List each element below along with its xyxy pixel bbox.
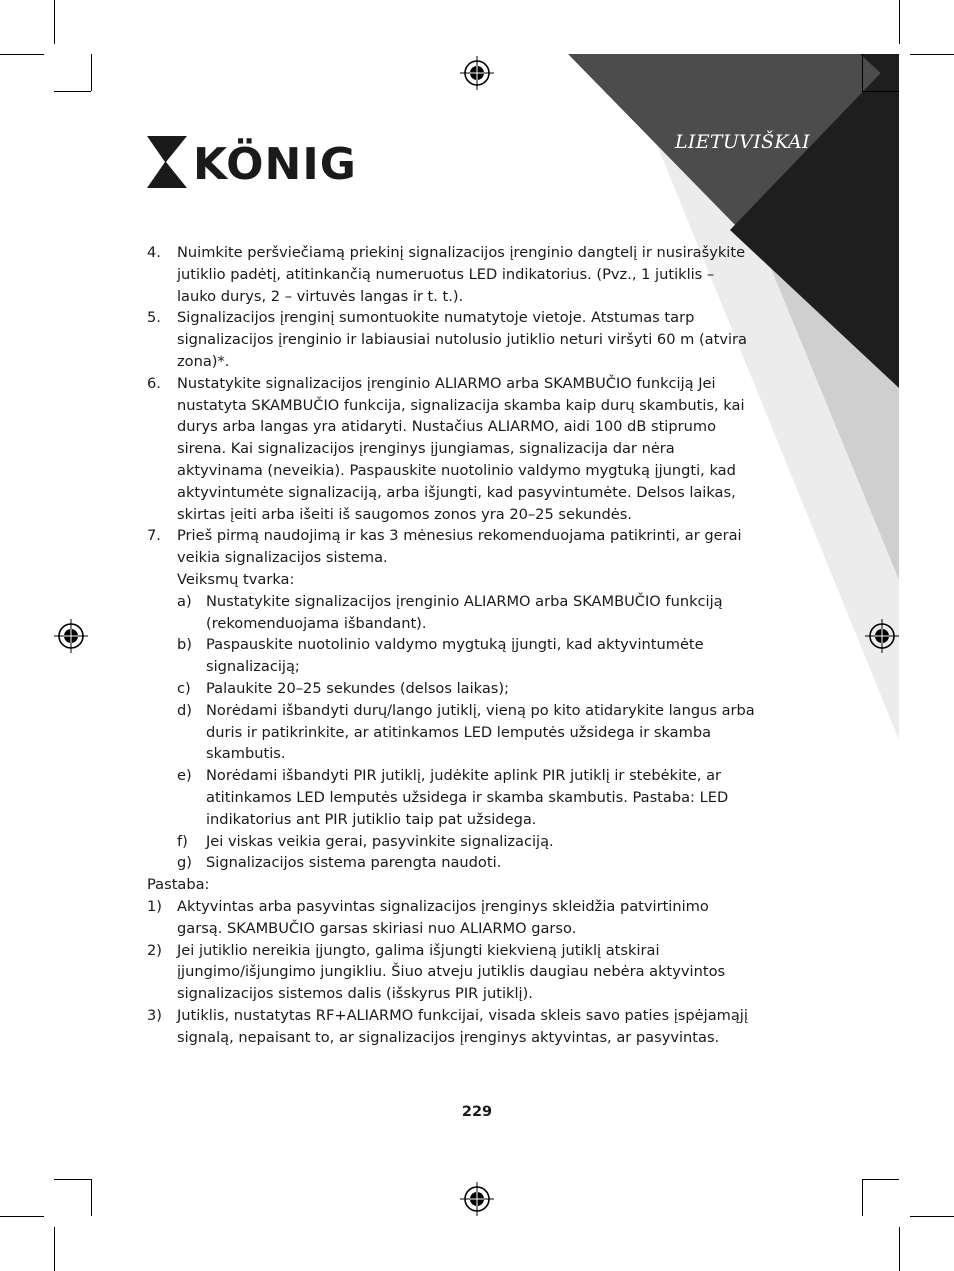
crop-mark	[862, 54, 863, 91]
substep-item	[177, 678, 757, 700]
substep-letter: b)	[177, 636, 192, 654]
substep-text: Jei viskas veikia gerai, pasyvinkite signalizaciją.	[206, 832, 554, 850]
crop-mark	[54, 1227, 55, 1271]
step-item	[147, 373, 757, 526]
substep-text: Nustatykite signalizacijos įrenginio ALIARMO arba SKAMBUČIO funkciją (rekomenduojama išbandant).	[206, 592, 723, 632]
substep-text: Signalizacijos sistema parengta naudoti.	[206, 854, 502, 872]
step-number: 5.	[147, 309, 161, 327]
crop-mark	[862, 91, 899, 92]
registration-mark-icon	[460, 56, 494, 90]
substep-letter: e)	[177, 767, 192, 785]
substep-item	[177, 765, 757, 830]
note-item	[147, 1005, 757, 1049]
substep-text: Palaukite 20–25 sekundes (delsos laikas);	[206, 679, 509, 697]
crop-mark	[0, 54, 44, 55]
note-number: 3)	[147, 1006, 162, 1024]
crop-mark	[91, 54, 92, 91]
step-item	[147, 307, 757, 372]
note-item	[147, 896, 757, 940]
substep-text: Norėdami išbandyti PIR jutiklį, judėkite aplink PIR jutiklį ir stebėkite, ar atitinkamos LED lemputės užsidega ir skamba skambutis. Pastaba: LED indikatorius ant PIR jutiklio taip pat užsidega.	[206, 767, 729, 828]
logo-k-mark	[147, 136, 187, 188]
substep-text: Paspauskite nuotolinio valdymo mygtuką įjungti, kad aktyvintumėte signalizaciją;	[206, 636, 704, 676]
substep-letter: f)	[177, 832, 188, 850]
page-number: 229	[461, 1104, 493, 1120]
registration-mark-icon	[865, 619, 899, 653]
crop-mark	[54, 0, 55, 44]
substep-item	[177, 831, 757, 853]
crop-mark	[862, 1179, 899, 1180]
substep-letter: c)	[177, 679, 191, 697]
crop-mark	[910, 54, 954, 55]
substep-item	[177, 591, 757, 635]
registration-mark-icon	[460, 1182, 494, 1216]
note-text: Jei jutiklio nereikia įjungto, galima išjungti kiekvieną jutiklį atskirai įjungimo/išjungimo jungikliu. Šiuo atveju jutiklis daugiau nebėra aktyvintos signalizacijos sistemos dalis (išskyrus PIR jutiklį).	[177, 941, 726, 1003]
substep-letter: a)	[177, 592, 192, 610]
crop-mark	[899, 1227, 900, 1271]
logo-wordmark: KÖNIG	[193, 139, 357, 190]
note-number: 2)	[147, 941, 162, 959]
crop-mark	[54, 1179, 91, 1180]
step-number: 6.	[147, 374, 161, 392]
step-item	[147, 525, 757, 569]
step-text: Signalizacijos įrenginį sumontuokite numatytoje vietoje. Atstumas tarp signalizacijos įrenginio ir labiausiai nutolusio jutiklio neturi viršyti 60 m (atvira zona)*.	[177, 309, 747, 370]
crop-mark	[910, 1216, 954, 1217]
procedure-label: Veiksmų tvarka:	[177, 570, 295, 588]
crop-mark	[91, 1179, 92, 1216]
note-text: Aktyvintas arba pasyvintas signalizacijos įrenginys skleidžia patvirtinimo garsą. SKAMBUČIO garsas skiriasi nuo ALIARMO garso.	[177, 897, 709, 937]
step-text: Prieš pirmą naudojimą ir kas 3 mėnesius rekomenduojama patikrinti, ar gerai veikia signalizacijos sistema.	[177, 527, 742, 567]
note-number: 1)	[147, 897, 162, 915]
substep-item	[177, 700, 757, 765]
step-item	[147, 242, 757, 307]
crop-mark	[0, 1216, 44, 1217]
step-text: Nustatykite signalizacijos įrenginio ALIARMO arba SKAMBUČIO funkciją Jei nustatyta SKAMBUČIO funkcija, signalizacija skamba kaip durų skambutis, kai durys arba langas yra atidaryti. Nustačius ALIARMO, aidi 100 dB stiprumo sirena. Kai signalizacijos įrenginys įjungiamas, signalizacija dar nėra aktyvinama (neveikia). Paspauskite nuotolinio valdymo mygtuką įjungti, kad aktyvintumėte signalizaciją, arba išjungti, kad pasyvintumėte. Delsos laikas, skirtas įeiti arba išeiti iš saugomos zonos yra 20–25 sekundės.	[177, 374, 745, 523]
registration-mark-icon	[54, 619, 88, 653]
konig-logo	[147, 136, 357, 192]
substep-item	[177, 852, 757, 874]
substep-letter: g)	[177, 854, 192, 872]
crop-mark	[54, 91, 91, 92]
substep-letter: d)	[177, 701, 192, 719]
step-text: Nuimkite peršviečiamą priekinį signalizacijos įrenginio dangtelį ir nusirašykite jutiklio padėtį, atitinkančią numeruotus LED indikatorius. (Pvz., 1 jutiklis – lauko durys, 2 – virtuvės langas ir t. t.).	[177, 244, 746, 305]
step-number: 4.	[147, 244, 161, 261]
crop-mark	[899, 0, 900, 44]
substep-text: Norėdami išbandyti durų/lango jutiklį, vieną po kito atidarykite langus arba duris ir patikrinkite, ar atitinkamos LED lemputės užsidega ir skamba skambutis.	[206, 701, 755, 763]
crop-mark	[862, 1179, 863, 1216]
note-label: Pastaba:	[147, 876, 210, 894]
note-text: Jutiklis, nustatytas RF+ALIARMO funkcijai, visada skleis savo paties įspėjamąjį signalą, nepaisant to, ar signalizacijos įrenginys aktyvintas, ar pasyvintas.	[177, 1006, 748, 1046]
instructions	[147, 242, 757, 1048]
note-item	[147, 940, 757, 1005]
substep-item	[177, 634, 757, 678]
step-number: 7.	[147, 527, 161, 545]
language-label: LIETUVIŠKAI	[675, 131, 810, 153]
